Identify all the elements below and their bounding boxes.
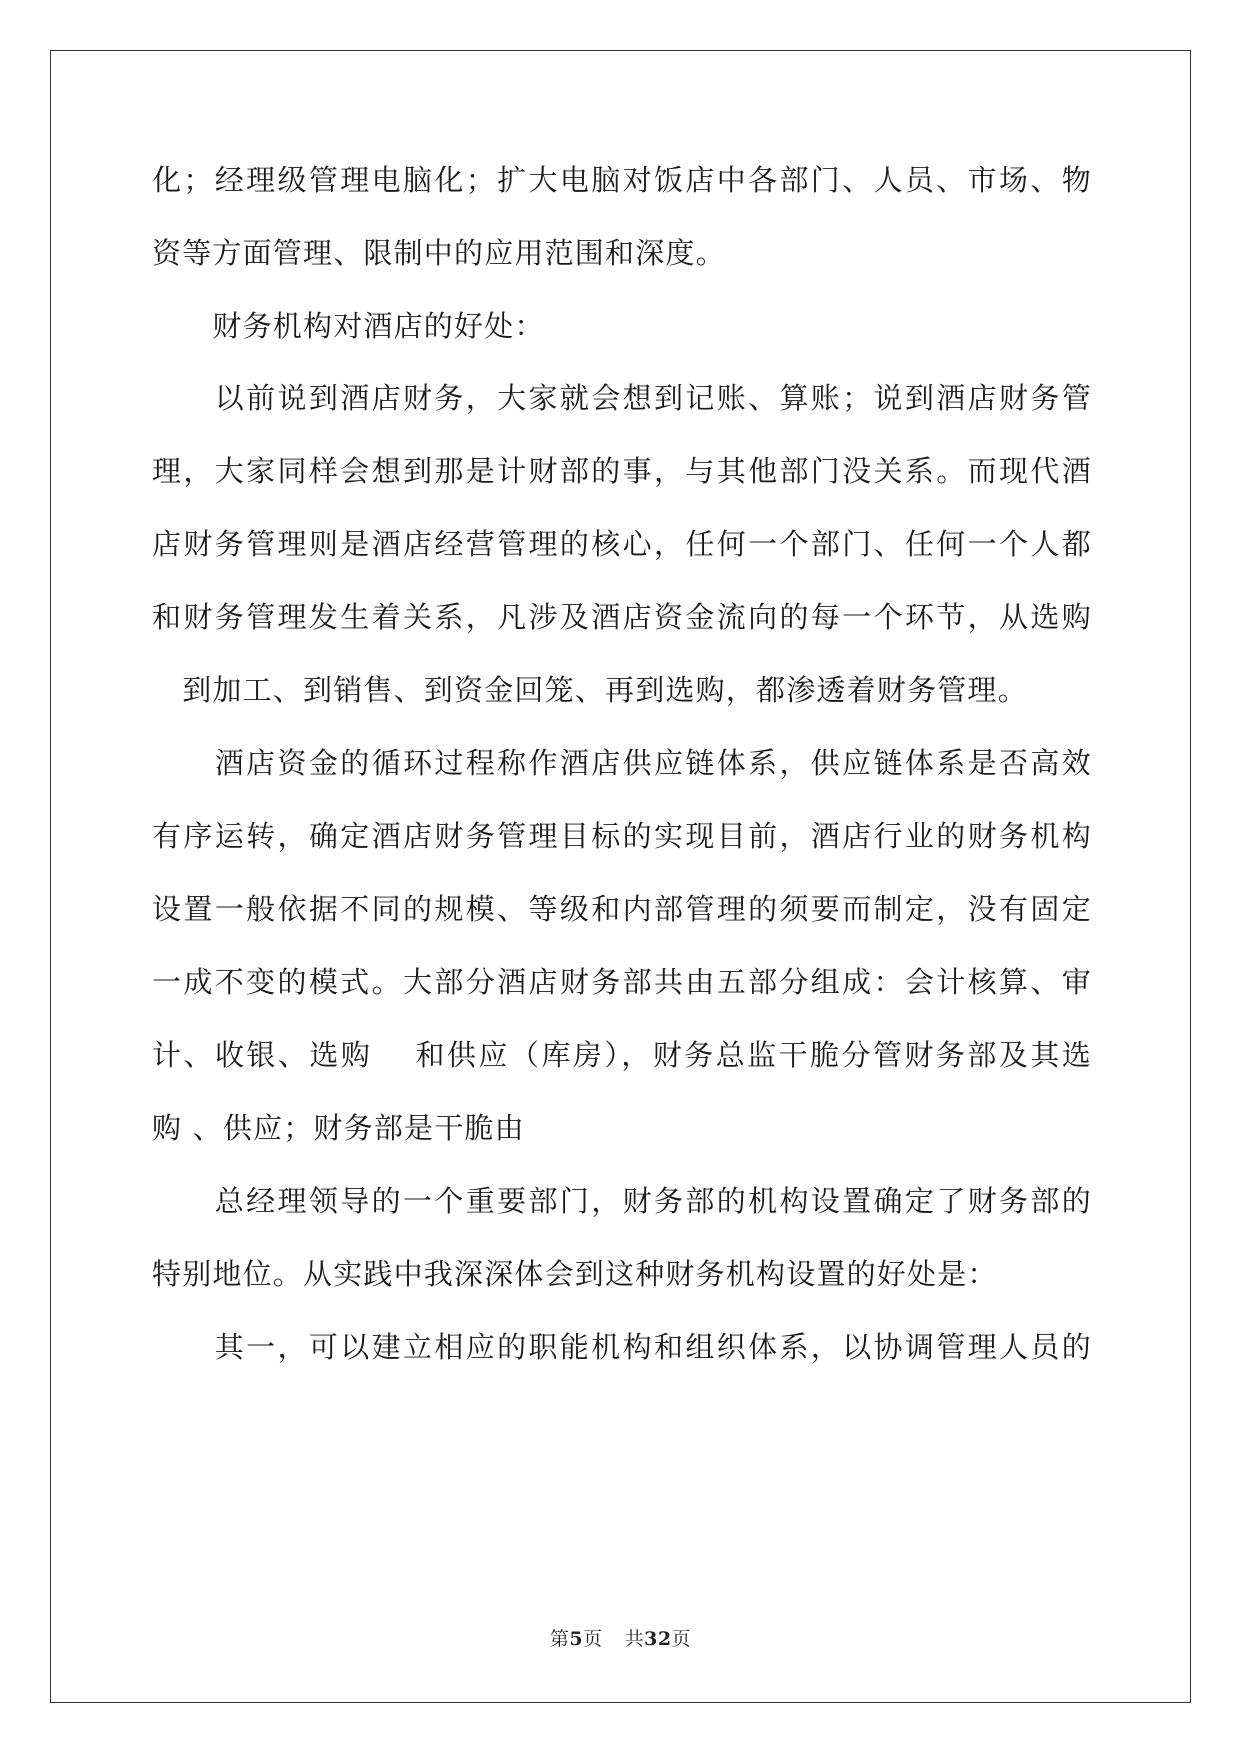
text-line: 店财务管理则是酒店经营管理的核心，任何一个部门、任何一个人都	[152, 527, 1092, 561]
page-border	[50, 50, 1191, 1703]
page-footer	[0, 1624, 1241, 1651]
page-number: 5	[569, 1628, 584, 1650]
text-line: 以前说到酒店财务，大家就会想到记账、算账；说到酒店财务管	[152, 381, 1092, 415]
text-line: 化；经理级管理电脑化；扩大电脑对饭店中各部门、人员、市场、物	[152, 163, 1092, 197]
footer-page-suffix: 页	[583, 1628, 603, 1650]
text-line: 设置一般依据不同的规模、等级和内部管理的须要而制定，没有固定	[152, 892, 1092, 926]
footer-total-suffix: 页	[671, 1628, 692, 1650]
footer-total-prefix: 共	[624, 1628, 645, 1650]
text-line: 财务机构对酒店的好处：	[152, 309, 545, 343]
text-line: 计、收银、选购 和供应（库房），财务总监干脆分管财务部及其选	[152, 1038, 1092, 1072]
text-line: 有序运转，确定酒店财务管理目标的实现目前，酒店行业的财务机构	[152, 819, 1092, 853]
text-line: 到加工、到销售、到资金回笼、再到选购，都渗透着财务管理。	[152, 673, 1028, 707]
footer-prefix: 第	[549, 1628, 570, 1650]
text-line: 总经理领导的一个重要部门，财务部的机构设置确定了财务部的	[152, 1184, 1092, 1218]
text-line: 特别地位。从实践中我深深体会到这种财务机构设置的好处是：	[152, 1257, 998, 1291]
total-pages: 32	[644, 1628, 672, 1650]
text-line: 理，大家同样会想到那是计财部的事，与其他部门没关系。而现代酒	[152, 454, 1092, 488]
text-line: 其一，可以建立相应的职能机构和组织体系，以协调管理人员的	[152, 1330, 1092, 1364]
text-line: 一成不变的模式。大部分酒店财务部共由五部分组成：会计核算、审	[152, 965, 1092, 999]
text-line: 和财务管理发生着关系，凡涉及酒店资金流向的每一个环节，从选购	[152, 600, 1092, 634]
text-line: 资等方面管理、限制中的应用范围和深度。	[152, 236, 726, 270]
text-line: 酒店资金的循环过程称作酒店供应链体系，供应链体系是否高效	[152, 746, 1092, 780]
text-line: 购 、供应；财务部是干脆由	[152, 1111, 525, 1145]
